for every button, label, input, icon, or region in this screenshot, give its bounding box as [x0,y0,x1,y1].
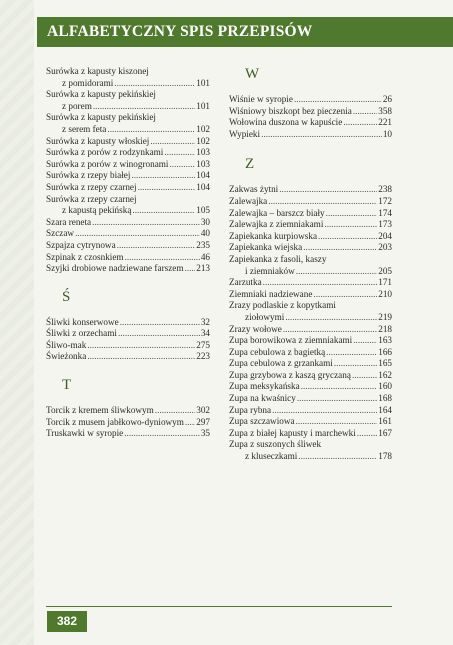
index-entry [229,219,392,231]
entry-title: Śliwki z orzechami [46,328,117,339]
index-entry [46,417,210,429]
entry-page: 221 [378,117,392,128]
index-entry [229,405,392,417]
dot-leader [185,263,196,275]
dot-leader [352,370,377,382]
index-entry [229,289,392,301]
dot-leader [93,101,195,113]
entry-title: Surówka z porów z rodzynkami [46,147,164,158]
index-entry [229,393,392,405]
index-entry [229,300,392,312]
dot-leader [107,124,195,136]
entry-page: 174 [378,207,392,218]
index-entry [229,129,392,141]
entry-page: 46 [200,251,210,262]
index-entry [46,317,210,329]
index-entry [46,351,210,363]
index-entry [46,101,210,113]
index-entry [229,242,392,254]
index-entry [229,94,392,106]
entry-page: 101 [196,77,210,88]
entry-page: 302 [196,405,210,416]
index-entry [229,312,392,324]
entry-title: Zakwas żytni [229,184,279,195]
entry-page: 171 [378,277,392,288]
entry-title: Zalewajka z ziemniakami [229,219,324,230]
index-entry [46,66,210,78]
entry-title: Zapiekanka wiejska [229,242,303,253]
index-entry [229,254,392,266]
entry-title: Zalewajka – barszcz biały [229,207,325,218]
dot-leader [125,252,200,264]
index-entry [46,228,210,240]
entry-title: Śliwki konserwowe [46,316,119,327]
page-number: 382 [56,614,78,628]
index-entry [46,124,210,136]
entry-title: Szyjki drobiowe nadziewane farszem [46,263,184,274]
dot-leader [87,351,195,363]
dot-leader [132,205,195,217]
entry-page: 10 [382,128,392,139]
entry-page: 102 [196,135,210,146]
spacer [229,172,392,184]
index-entry [229,208,392,220]
index-entry [229,347,392,359]
index-entry [229,370,392,382]
index-entry [229,451,392,463]
index-entry [46,328,210,340]
bottom-divider [46,606,392,607]
entry-title: Zupa meksykańska [229,381,300,392]
entry-page: 235 [196,239,210,250]
dot-leader [297,393,377,405]
dot-leader [313,289,377,301]
entry-title: Surówka z rzepy czarnej [46,181,137,192]
entry-page: 40 [200,228,210,239]
entry-title: Surówka z kapusty włoskiej [46,135,150,146]
entry-title: Zupa borowikowa z ziemniakami [229,335,353,346]
entry-title: Wiśniowy biszkopt bez pieczenia [229,105,352,116]
entry-title: Zrazy podlaskie z kopytkami [229,300,336,311]
entry-title: Surówka z porów z winogronami [46,158,169,169]
index-entry [46,136,210,148]
section-letter: Ś [62,288,71,305]
entry-page: 104 [196,181,210,192]
index-entry [46,112,210,124]
entry-page: 204 [378,230,392,241]
entry-page: 26 [382,94,392,104]
entry-page: 164 [378,404,392,415]
entry-page: 166 [378,346,392,357]
index-entry [46,217,210,229]
entry-title: Zupa z białej kapusty i marchewki [229,427,356,438]
entry-page: 163 [378,335,392,346]
dot-leader [75,228,200,240]
dot-leader [324,219,377,231]
entry-page: 34 [200,328,210,339]
dot-leader [185,417,195,429]
entry-title: z pomidorami [62,77,114,88]
dot-leader [285,312,377,324]
dot-leader [326,208,378,220]
index-entry [229,381,392,393]
entry-page: 218 [378,323,392,334]
index-entry [46,194,210,206]
entry-page: 172 [378,195,392,206]
dot-leader [117,240,196,252]
index-entry [46,252,210,264]
entry-title: z serem feta [62,123,107,134]
index-entry [229,277,392,289]
entry-title: Świeżonka [46,351,87,362]
dot-leader [272,405,377,417]
dot-leader [357,428,377,440]
entry-title: Śliwo-mak [46,339,87,350]
entry-title: Wypieki [229,128,261,139]
dot-leader [268,196,377,208]
spacer [229,140,392,156]
entry-title: Truskawki w syropie [46,428,124,439]
index-entry [229,117,392,129]
spacer [46,305,210,317]
entry-title: Szpinak z czosnkiem [46,251,124,262]
entry-title: Zupa cebulowa z bagietką [229,346,326,357]
entry-title: Zupa na kwaśnicy [229,393,296,404]
dot-leader [150,136,195,148]
entry-title: Zapiekanka z fasoli, kaszy [229,253,327,264]
entry-page: 238 [378,184,392,195]
dot-leader [353,106,377,118]
entry-title: z kapustą pekińską [62,205,132,216]
index-column-left [46,66,210,440]
index-entry [46,182,210,194]
entry-title: Surówka z rzepy czarnej [46,193,137,204]
entry-title: Ziemniaki nadziewane [229,288,313,299]
dot-leader [138,182,196,194]
dot-leader [279,184,377,196]
index-entry [229,184,392,196]
entry-title: Zarzutka [229,277,262,288]
index-entry [229,358,392,370]
entry-page: 103 [196,158,210,169]
page-title: ALFABETYCZNY SPIS PRZEPISÓW [47,23,313,40]
index-entry [46,340,210,352]
dot-leader [118,328,200,340]
dot-leader [294,94,382,106]
entry-title: Surówka z kapusty kiszonej [46,66,149,76]
header-bar [37,17,453,47]
dot-leader [334,358,377,370]
entry-title: Zupa grzybowa z kaszą gryczaną [229,369,351,380]
spacer [229,82,392,94]
index-column-right [229,66,392,463]
entry-title: z porem [62,100,92,111]
spacer [46,393,210,405]
dot-leader [303,242,377,254]
index-entry [46,428,210,440]
index-entry [46,205,210,217]
entry-page: 210 [378,288,392,299]
entry-title: Surówka z rzepy białej [46,170,131,181]
dot-leader [120,317,200,329]
entry-page: 101 [196,100,210,111]
dot-leader [169,159,195,171]
entry-title: i ziemniaków [245,265,295,276]
entry-page: 30 [200,216,210,227]
index-entry [46,240,210,252]
entry-page: 32 [200,316,210,327]
index-entry [229,335,392,347]
dot-leader [298,451,377,463]
entry-page: 219 [378,311,392,322]
spacer [46,363,210,377]
entry-title: z kluseczkami [245,451,298,462]
entry-page: 173 [378,219,392,230]
entry-page: 105 [196,205,210,216]
index-entry [46,89,210,101]
section-letter: W [245,66,260,82]
entry-title: Szpajza cytrynowa [46,239,116,250]
index-entry [46,405,210,417]
entry-page: 104 [196,170,210,181]
dot-leader [296,416,378,428]
entry-page: 275 [196,339,210,350]
entry-page: 35 [200,428,210,439]
index-entry [229,231,392,243]
entry-page: 213 [196,263,210,274]
index-entry [46,263,210,275]
section-letter: T [62,377,72,394]
index-entry [229,416,392,428]
index-entry [46,78,210,90]
entry-page: 203 [378,242,392,253]
dot-leader [301,381,378,393]
index-entry [229,266,392,278]
entry-title: Surówka z kapusty pekińskiej [46,89,156,100]
index-entry [229,106,392,118]
section-letter: Z [245,156,255,173]
entry-title: Szczaw [46,228,75,239]
index-entry [46,170,210,182]
index-entry [229,439,392,451]
entry-title: Torcik z musem jabłkowo-dyniowym [46,416,184,427]
dot-leader [283,324,377,336]
index-entry [229,428,392,440]
dot-leader [318,231,377,243]
entry-title: Zupa szczawiowa [229,416,295,427]
entry-page: 102 [196,123,210,134]
entry-page: 297 [196,416,210,427]
dot-leader [87,340,195,352]
entry-title: Surówka z kapusty pekińskiej [46,112,156,123]
dot-leader [92,217,200,229]
entry-page: 223 [196,351,210,362]
dot-leader [326,347,377,359]
entry-page: 162 [378,369,392,380]
entry-title: Zupa rybna [229,404,272,415]
dot-leader [124,428,200,440]
entry-page: 160 [378,381,392,392]
dot-leader [261,129,382,141]
spacer [46,275,210,289]
entry-page: 167 [378,427,392,438]
entry-page: 103 [196,147,210,158]
index-entry [46,147,210,159]
dot-leader [155,405,195,417]
entry-page: 205 [378,265,392,276]
index-entry [46,159,210,171]
entry-title: Zupa cebulowa z grzankami [229,358,333,369]
entry-page: 168 [378,393,392,404]
entry-title: Zrazy wołowe [229,323,282,334]
decorative-margin-pattern [0,0,34,645]
entry-title: Wiśnie w syropie [229,94,293,104]
entry-page: 358 [378,105,392,116]
dot-leader [296,266,377,278]
dot-leader [353,335,377,347]
entry-page: 161 [378,416,392,427]
entry-title: Szara reneta [46,216,92,227]
entry-title: Wołowina duszona w kapuście [229,117,343,128]
entry-title: Zapiekanka kurpiowska [229,230,318,241]
dot-leader [343,117,377,129]
dot-leader [131,170,195,182]
dot-leader [114,78,195,90]
entry-title: Torcik z kremem śliwkowym [46,405,154,416]
dot-leader [164,147,195,159]
entry-page: 178 [378,451,392,462]
entry-title: Zalewajka [229,195,268,206]
entry-title: ziołowymi [245,311,285,322]
entry-page: 165 [378,358,392,369]
index-entry [229,196,392,208]
page-number-badge [47,611,87,632]
entry-title: Zupa z suszonych śliwek [229,439,322,450]
dot-leader [263,277,378,289]
index-entry [229,324,392,336]
